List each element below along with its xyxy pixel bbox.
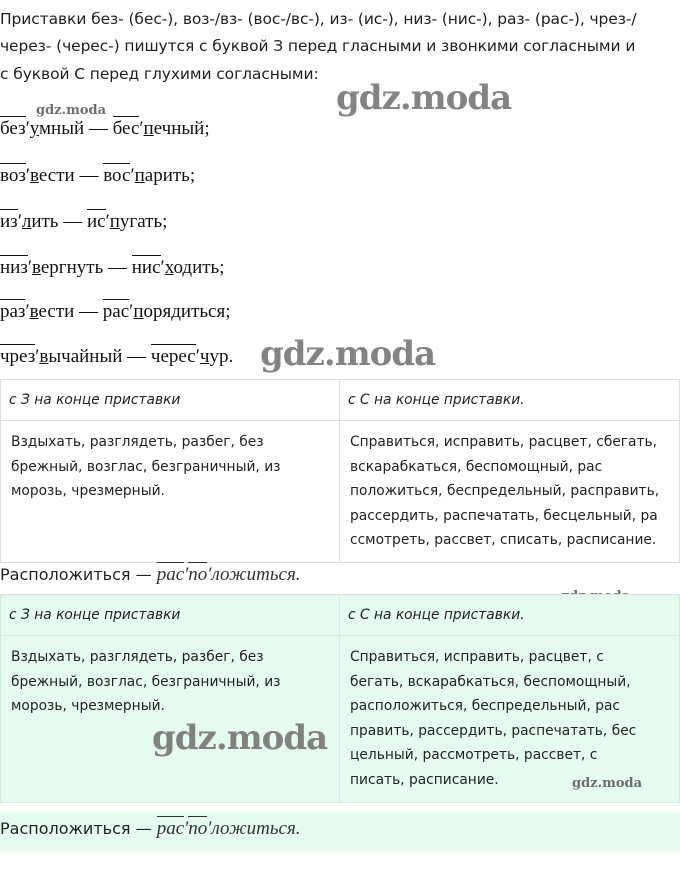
cell-line: писать, расписание. bbox=[350, 771, 499, 788]
underlined-letter: п bbox=[134, 165, 145, 186]
cell-line: рассердить, распечатать, бесцельный, ра bbox=[350, 507, 658, 524]
prefix-mark: раз bbox=[0, 301, 26, 322]
underlined-letter: в bbox=[39, 346, 49, 367]
prefix-mark: бес bbox=[112, 118, 140, 139]
example-word bbox=[103, 163, 190, 186]
cell-line: вскарабкаться, беспомощный, рас bbox=[350, 458, 603, 475]
word-rest: ить bbox=[31, 211, 59, 232]
boundary-mark: ′ bbox=[139, 118, 144, 139]
underlined-letter: в bbox=[29, 301, 39, 322]
example-word bbox=[0, 116, 84, 139]
morpheme-word: рас′по′ложиться. bbox=[156, 818, 301, 839]
column-header-z: с З на конце приставки bbox=[1, 380, 340, 421]
punctuation: ; bbox=[225, 301, 231, 322]
prefix-table-highlighted bbox=[0, 594, 680, 803]
cell-line: Вздыхать, разглядеть, разбег, без bbox=[11, 649, 264, 665]
boundary-mark: ′ bbox=[160, 257, 165, 278]
example-line bbox=[0, 301, 231, 323]
s-words-cell bbox=[340, 421, 680, 563]
boundary-mark: ′ bbox=[25, 118, 30, 139]
prefix-mark: черес bbox=[150, 346, 196, 367]
watermark: gdz.moda bbox=[572, 776, 643, 791]
cell-line: положиться, беспредельный, расправить, bbox=[350, 483, 660, 500]
watermark: gdz.moda bbox=[336, 78, 512, 118]
dash: — bbox=[63, 211, 83, 232]
column-header-s: с С на конце приставки. bbox=[340, 595, 680, 636]
example-line bbox=[0, 118, 210, 140]
prefix-mark: рас bbox=[156, 818, 185, 839]
example-line bbox=[0, 257, 225, 279]
answer-line bbox=[0, 818, 301, 840]
watermark: gdz.moda bbox=[152, 718, 328, 758]
boundary-mark: ′ bbox=[35, 346, 40, 367]
prefix-mark: нис bbox=[131, 257, 161, 278]
dash: — bbox=[79, 165, 99, 186]
prefix-mark: из bbox=[0, 211, 18, 232]
cell-line: брежный, возглас, безграничный, из bbox=[11, 458, 281, 475]
intro-paragraph bbox=[0, 6, 680, 88]
cell-line: Вздыхать, разглядеть, разбег, без bbox=[11, 434, 264, 450]
cell-line: морозь, чрезмерный. bbox=[11, 483, 165, 500]
prefix-mark: воз bbox=[0, 165, 26, 186]
word-rest: угать bbox=[119, 211, 163, 232]
underlined-letter: п bbox=[133, 301, 144, 322]
boundary-mark: ′ bbox=[25, 301, 30, 322]
example-line bbox=[0, 165, 195, 187]
punctuation: ; bbox=[189, 165, 196, 186]
boundary-mark: ′ bbox=[195, 346, 200, 367]
cell-line: цельный, рассмотреть, рассвет, с bbox=[350, 747, 598, 764]
cell-line: бегать, вскарабкаться, беспомощный, bbox=[350, 673, 631, 690]
prefix-mark: чрез bbox=[0, 346, 36, 367]
word-rest: ложиться. bbox=[211, 818, 301, 839]
cell-line: ссмотреть, рассвет, списать, расписание. bbox=[350, 532, 657, 549]
punctuation: ; bbox=[219, 257, 225, 278]
underlined-letter: ч bbox=[199, 346, 210, 367]
cell-line: Справиться, исправить, расцвет, с bbox=[350, 649, 604, 665]
punctuation: ; bbox=[162, 211, 168, 232]
punctuation: . bbox=[228, 346, 234, 367]
example-word bbox=[113, 116, 205, 139]
word-rest: мный bbox=[39, 118, 85, 139]
cell-line: морозь, чрезмерный. bbox=[11, 698, 165, 715]
punctuation: ; bbox=[204, 118, 210, 139]
underlined-letter: п bbox=[143, 118, 154, 139]
watermark: gdz.moda bbox=[260, 334, 436, 374]
answer-label: Расположиться — bbox=[0, 819, 152, 838]
prefix-mark: без bbox=[0, 118, 26, 139]
prefix-table bbox=[0, 379, 680, 563]
cell-line: расположиться, беспредельный, рас bbox=[350, 698, 621, 715]
boundary-mark: ′ bbox=[17, 211, 22, 232]
example-word bbox=[151, 344, 229, 367]
underlined-letter: в bbox=[32, 257, 41, 278]
example-word bbox=[132, 255, 219, 278]
prefix-mark: по bbox=[188, 564, 208, 585]
example-word bbox=[0, 209, 58, 232]
word-rest: ур bbox=[209, 346, 229, 367]
dash: — bbox=[127, 346, 147, 367]
boundary-mark: ′ bbox=[27, 257, 32, 278]
prefix-mark: низ bbox=[0, 257, 28, 278]
boundary-mark: ′ bbox=[105, 211, 110, 232]
boundary-mark: ′ bbox=[129, 301, 134, 322]
cell-line: брежный, возглас, безграничный, из bbox=[11, 673, 281, 690]
dash: — bbox=[108, 257, 127, 278]
answer-line bbox=[0, 564, 301, 586]
column-header-s: с С на конце приставки. bbox=[340, 380, 680, 421]
example-line bbox=[0, 346, 233, 368]
watermark: gdz.moda bbox=[36, 103, 107, 118]
z-words-cell bbox=[1, 421, 340, 563]
underlined-letter: в bbox=[30, 165, 39, 186]
dash: — bbox=[79, 301, 99, 322]
prefix-mark: по bbox=[188, 818, 208, 839]
boundary-mark: ′ bbox=[25, 165, 31, 186]
word-rest: ергнуть bbox=[40, 257, 104, 278]
example-word bbox=[103, 299, 225, 322]
word-rest: ести bbox=[38, 165, 75, 186]
boundary-mark: ′ bbox=[130, 165, 135, 186]
word-rest: ычайный bbox=[48, 346, 123, 367]
word-rest: орядиться bbox=[143, 301, 226, 322]
example-word bbox=[0, 299, 74, 322]
example-word bbox=[0, 163, 75, 186]
example-line bbox=[0, 211, 167, 233]
prefix-mark: вос bbox=[103, 165, 131, 186]
word-rest: ложиться. bbox=[211, 564, 301, 585]
prefix-mark: рас bbox=[156, 564, 185, 585]
morpheme-word: рас′по′ложиться. bbox=[156, 564, 301, 585]
underlined-letter: у bbox=[29, 118, 39, 139]
column-header-z: с З на конце приставки bbox=[1, 595, 340, 636]
answer-label: Расположиться — bbox=[0, 565, 152, 584]
intro-line: Приставки без- (бес-), воз-/вз- (вос-/вс-), из- (ис-), низ- (нис-), раз- (рас-), чрез-/ bbox=[0, 10, 637, 28]
example-word bbox=[0, 255, 103, 278]
intro-line: через- (черес-) пишутся с буквой З перед гласными и звонкими согласными и bbox=[0, 37, 636, 56]
cell-line: Справиться, исправить, расцвет, сбегать, bbox=[350, 434, 658, 450]
underlined-letter: п bbox=[109, 211, 120, 232]
example-word bbox=[0, 344, 122, 367]
intro-line: с буквой С перед глухими согласными: bbox=[0, 64, 319, 83]
cell-line: править, рассердить, распечатать, бес bbox=[350, 722, 637, 739]
word-rest: арить bbox=[144, 165, 190, 186]
word-rest: ечный bbox=[153, 118, 205, 139]
underlined-letter: л bbox=[21, 211, 32, 232]
underlined-letter: х bbox=[164, 257, 174, 278]
word-rest: одить bbox=[173, 257, 220, 278]
prefix-mark: рас bbox=[102, 301, 130, 322]
dash: — bbox=[88, 118, 108, 139]
example-word bbox=[87, 209, 162, 232]
prefix-mark: ис bbox=[86, 211, 106, 232]
word-rest: ести bbox=[38, 301, 75, 322]
